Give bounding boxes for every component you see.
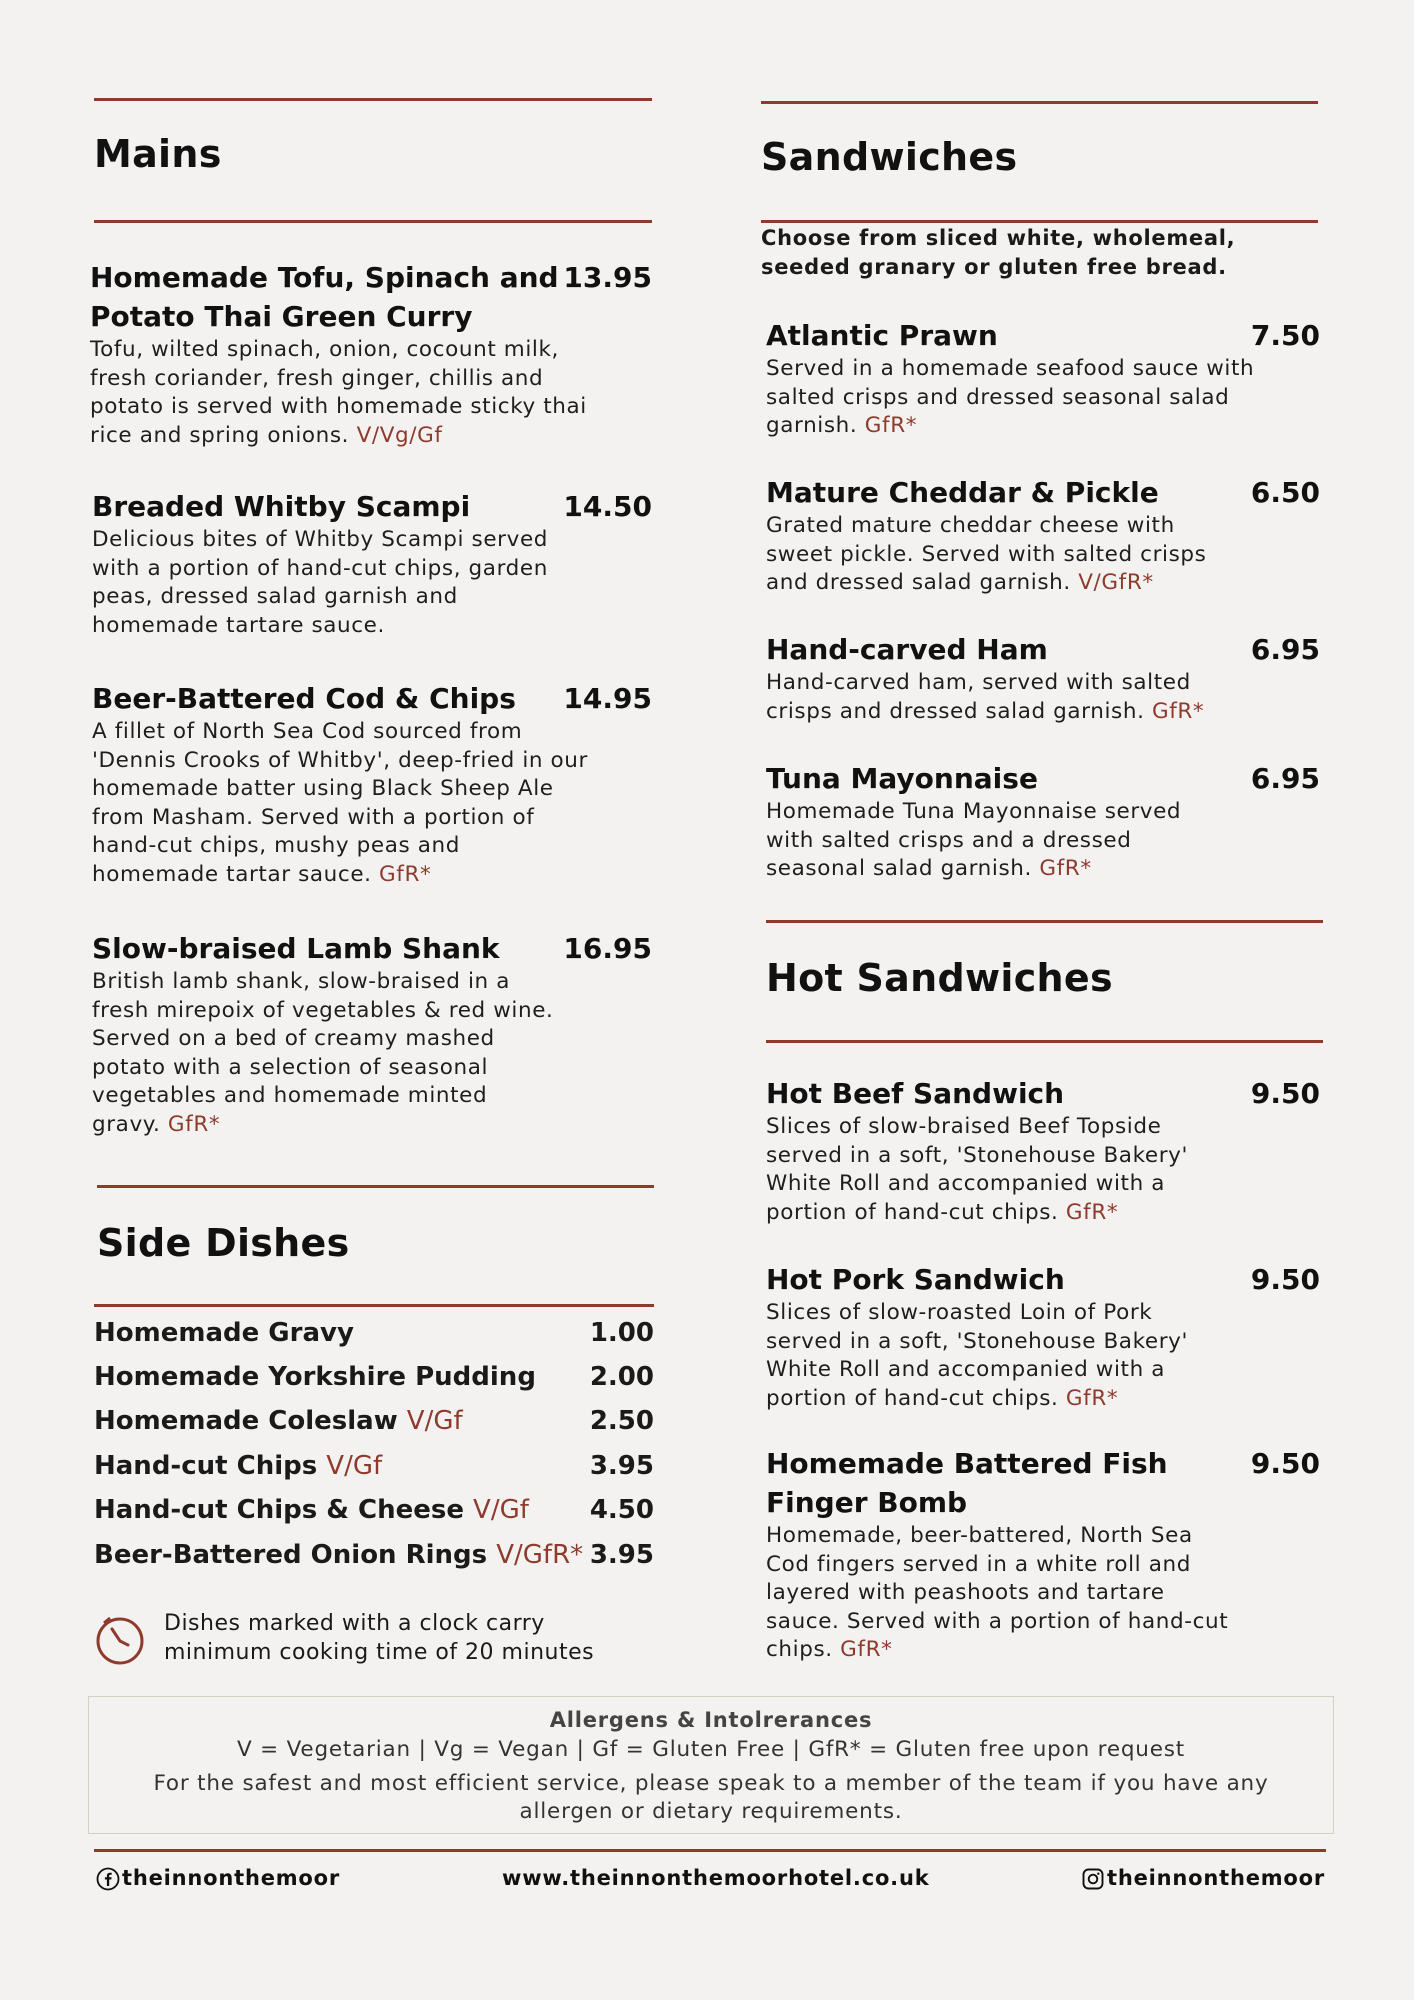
dietary-tag: V/Gf	[326, 1451, 383, 1481]
item-name: Hand-carved Ham	[766, 633, 1048, 666]
side-name: Hand-cut Chips & Cheese	[94, 1495, 464, 1525]
dietary-tag: GfR*	[840, 1637, 893, 1662]
dietary-tag: V/Vg/Gf	[356, 422, 443, 448]
dietary-tag: V/Gf	[473, 1495, 529, 1525]
side-item	[94, 1362, 654, 1402]
menu-item	[766, 630, 1320, 726]
side-name: Homemade Gravy	[94, 1318, 354, 1348]
item-name: Tuna Mayonnaise	[766, 762, 1038, 795]
item-price: 14.50	[563, 490, 652, 523]
facebook-icon	[96, 1867, 120, 1891]
item-name: Mature Cheddar & Pickle	[766, 476, 1159, 509]
dietary-tag: GfR*	[864, 413, 918, 438]
dietary-tag: V/Gf	[406, 1406, 463, 1436]
side-price: 3.95	[589, 1540, 654, 1570]
instagram-icon	[1081, 1867, 1105, 1891]
website-link[interactable]: www.theinnonthemoorhotel.co.uk	[502, 1866, 930, 1890]
item-description: Hand-carved ham, served with salted crisps and dressed salad garnish. GfR*	[766, 670, 1205, 724]
side-item	[94, 1406, 654, 1446]
side-price: 3.95	[589, 1451, 654, 1481]
item-description: Tofu, wilted spinach, onion, cocount milk, fresh coriander, fresh ginger, chillis and potato is served with homemade sticky thai rice and spring onions. V/Vg/Gf	[90, 337, 587, 448]
side-item	[94, 1451, 654, 1491]
item-description: Homemade Tuna Mayonnaise served with salted crisps and a dressed seasonal salad garnish. GfR*	[766, 799, 1182, 881]
mains-top-rule	[94, 98, 652, 101]
menu-item	[92, 929, 652, 1139]
item-price: 6.50	[1250, 476, 1320, 509]
side-name: Hand-cut Chips	[94, 1451, 318, 1481]
clock-icon	[94, 1614, 146, 1666]
allergen-title: Allergens & Intolrerances	[549, 1708, 873, 1732]
sides-top-rule	[97, 1185, 654, 1188]
side-price: 1.00	[589, 1318, 654, 1348]
item-name: Beer-Battered Cod & Chips	[92, 682, 516, 715]
item-price: 9.50	[1250, 1447, 1320, 1480]
item-price: 6.95	[1250, 762, 1320, 795]
menu-item	[92, 487, 652, 640]
dietary-tag: GfR*	[1065, 1385, 1119, 1411]
item-price: 16.95	[563, 932, 652, 965]
dietary-tag: GfR*	[379, 861, 432, 887]
dietary-tag: V/GfR*	[1078, 570, 1154, 595]
menu-item	[766, 1074, 1320, 1227]
item-name: Breaded Whitby Scampi	[92, 490, 471, 523]
clock-note	[164, 1609, 594, 1667]
facebook-handle-text: theinnonthemoor	[122, 1866, 341, 1890]
menu-item	[766, 1260, 1320, 1413]
facebook-handle[interactable]	[96, 1866, 340, 1891]
dietary-tag: GfR*	[1151, 698, 1205, 724]
item-name: Hot Pork Sandwich	[766, 1263, 1065, 1296]
sandwiches-bottom-rule	[761, 220, 1318, 223]
item-description: Homemade, beer-battered, North Sea Cod fingers served in a white roll and layered with peashoots and tartare sauce. Served with a portion of hand-cut chips. GfR*	[766, 1523, 1229, 1662]
item-description: Served in a homemade seafood sauce with salted crisps and dressed seasonal salad garnish. GfR*	[766, 356, 1255, 438]
allergen-notice: For the safest and most efficient service, please speak to a member of the team if you have any allergen or dietary requirements.	[153, 1771, 1269, 1824]
sides-bottom-rule	[94, 1304, 654, 1307]
item-price: 14.95	[563, 682, 652, 715]
side-item	[94, 1540, 654, 1580]
sandwiches-heading: Sandwiches	[761, 135, 1018, 179]
item-name: Slow-braised Lamb Shank	[92, 932, 500, 965]
item-price: 9.50	[1250, 1077, 1320, 1110]
side-price: 2.50	[589, 1406, 654, 1436]
menu-item	[766, 473, 1320, 598]
menu-item	[766, 316, 1320, 441]
side-name: Homemade Coleslaw	[94, 1406, 398, 1436]
item-description: A fillet of North Sea Cod sourced from 'Dennis Crooks of Whitby', deep-fried in our homemade batter using Black Sheep Ale from Masham. Served with a portion of hand-cut chips, mushy peas and homemade tartar sauce. GfR*	[92, 719, 588, 887]
mains-heading: Mains	[94, 132, 222, 176]
sandwiches-top-rule	[761, 101, 1318, 104]
allergen-info-box	[88, 1696, 1334, 1834]
bread-choice-note: Choose from sliced white, wholemeal, seeded granary or gluten free bread.	[761, 226, 1236, 279]
sides-heading: Side Dishes	[97, 1221, 350, 1265]
item-name: Hot Beef Sandwich	[766, 1077, 1065, 1110]
instagram-handle-text: theinnonthemoor	[1107, 1866, 1326, 1890]
dietary-tag: GfR*	[167, 1111, 221, 1137]
side-price: 2.00	[589, 1362, 654, 1392]
mains-bottom-rule	[94, 220, 652, 223]
hot-sandwiches-top-rule	[766, 920, 1323, 923]
clock-note-line: minimum cooking time of 20 minutes	[164, 1640, 595, 1665]
menu-item	[92, 679, 652, 889]
hot-sandwiches-heading: Hot Sandwiches	[766, 956, 1113, 1000]
menu-item	[766, 1444, 1320, 1665]
footer-rule	[94, 1849, 1326, 1852]
item-name: Atlantic Prawn	[766, 319, 998, 352]
item-description: Delicious bites of Whitby Scampi served with a portion of hand-cut chips, garden peas, dressed salad garnish and homemade tartare sauce.	[92, 527, 549, 638]
dietary-tag: GfR*	[1039, 856, 1092, 881]
side-name: Beer-Battered Onion Rings	[94, 1540, 488, 1570]
side-name: Homemade Yorkshire Pudding	[94, 1362, 536, 1392]
item-description: Slices of slow-roasted Loin of Pork served in a soft, 'Stonehouse Bakery' White Roll and accompanied with a portion of hand-cut chips. GfR*	[766, 1300, 1188, 1411]
item-name: Homemade Battered Fish Finger Bomb	[766, 1447, 1168, 1519]
dietary-tag: V/GfR*	[496, 1540, 584, 1570]
dietary-tag: GfR*	[1065, 1199, 1119, 1225]
item-description: Slices of slow-braised Beef Topside served in a soft, 'Stonehouse Bakery' White Roll and accompanied with a portion of hand-cut chips. GfR*	[766, 1114, 1188, 1225]
item-description: British lamb shank, slow-braised in a fresh mirepoix of vegetables & red wine. Served on a bed of creamy mashed potato with a selection of seasonal vegetables and homemade minted gravy. GfR*	[92, 969, 554, 1137]
item-name: Homemade Tofu, Spinach and Potato Thai Green Curry	[90, 261, 559, 333]
item-description: Grated mature cheddar cheese with sweet pickle. Served with salted crisps and dressed salad garnish. V/GfR*	[766, 513, 1207, 595]
item-price: 9.50	[1250, 1263, 1320, 1296]
allergen-legend: V = Vegetarian | Vg = Vegan | Gf = Gluten Free | GfR* = Gluten free upon request	[237, 1737, 1185, 1762]
clock-note-line: Dishes marked with a clock carry	[164, 1611, 545, 1636]
side-item	[94, 1318, 654, 1358]
item-price: 13.95	[563, 261, 652, 294]
instagram-handle[interactable]	[1081, 1866, 1325, 1891]
side-item	[94, 1495, 654, 1535]
side-price: 4.50	[589, 1495, 654, 1525]
hot-sandwiches-bottom-rule	[766, 1040, 1323, 1043]
menu-item	[766, 759, 1320, 884]
menu-item	[90, 258, 652, 450]
item-price: 6.95	[1250, 633, 1320, 666]
item-price: 7.50	[1250, 319, 1320, 352]
